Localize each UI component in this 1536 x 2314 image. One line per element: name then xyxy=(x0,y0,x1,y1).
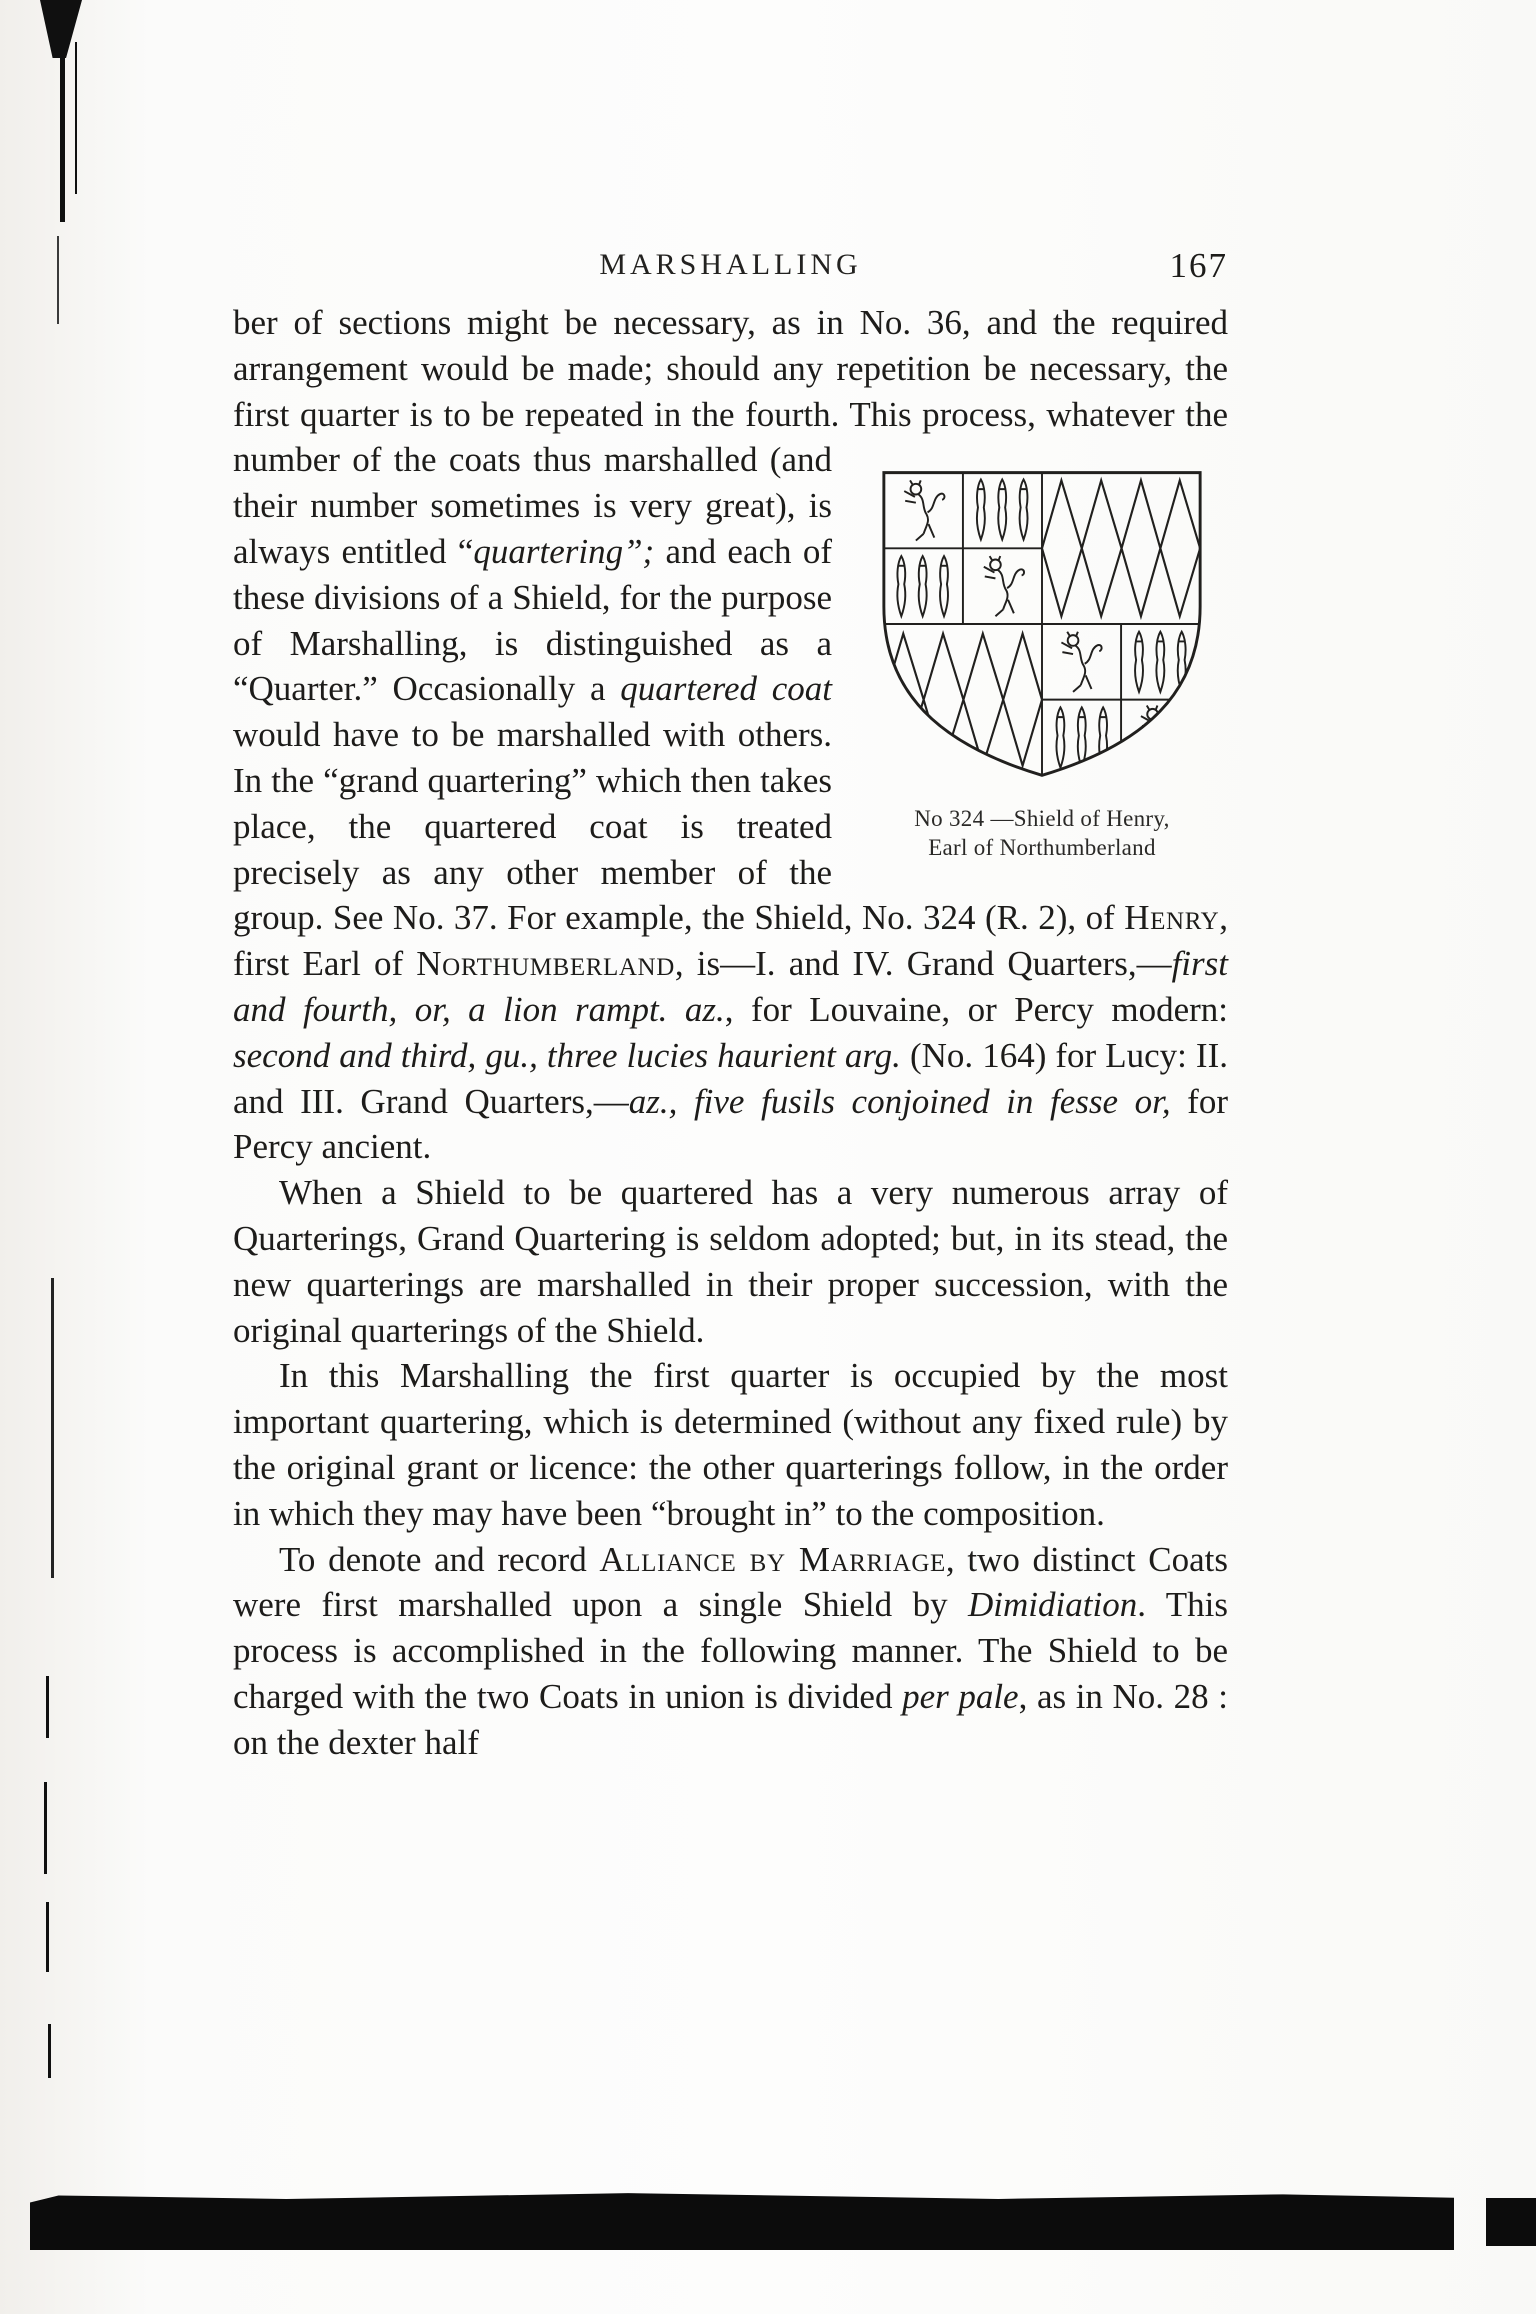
scan-edge-bar xyxy=(30,2192,1454,2250)
shield-figure xyxy=(856,461,1228,862)
scan-artifact-line xyxy=(57,236,59,324)
scan-artifact-dash xyxy=(46,1902,49,1972)
scan-artifact-line xyxy=(60,0,65,222)
scan-artifact-line xyxy=(75,42,77,194)
shield-illustration xyxy=(872,461,1212,786)
text-block xyxy=(233,300,1228,1766)
fusils-icon xyxy=(884,634,1042,766)
paragraph: ber of sections might be necessary, as in No. 36, and the required arrangement would be made; should any repetition be necessary, the first quarter is to be repeated in the fourth. This process, whatever the number of the coats No 324 —Shield of Henry, Earl of Northumberland thus marshalled (and their number sometimes is very great), is always entitled “quartering”; and each of these divisions of a Shield, for the purpose of Marshalling, is distinguished as a “Quarter.” Occasionally a quartered coat would have to be marshalled with others. In the “grand quartering” which then takes place, the quartered coat is treated precisely as any other member of the group. See No. 37. For example, the Shield, No. 324 (R. 2), of Henry, first Earl of Northumberland, is—I. and IV. Grand Quarters,—first and fourth, or, a lion rampt. az., for Louvaine, or Percy modern: second and third, gu., three lucies haurient arg. (No. 164) for Lucy: II. and III. Grand Quarters,—az., five fusils conjoined in fesse or, for Percy ancient. xyxy=(233,303,1229,1167)
running-head xyxy=(233,246,1228,285)
scan-artifact-line xyxy=(51,1278,54,1578)
fusils-icon xyxy=(1042,481,1200,617)
paragraph: When a Shield to be quartered has a very numerous array of Quarterings, Grand Quartering is seldom adopted; but, in its stead, the new quarterings are marshalled in their proper succession, with the original quarterings of the Shield. xyxy=(233,1173,1228,1350)
scan-artifact-dash xyxy=(46,1676,49,1738)
scan-edge-square xyxy=(1486,2198,1536,2246)
paragraph: To denote and record Alliance by Marriage, two distinct Coats were first marshalled upon a single Shield by Dimidiation. This process is accomplished in the following manner. The Shield to be charged with the two Coats in union is divided per pale, as in No. 28 : on the dexter half xyxy=(233,1539,1228,1762)
figure-caption xyxy=(856,804,1228,862)
scan-artifact-dash xyxy=(48,2024,51,2078)
page-number: 167 xyxy=(1169,246,1228,285)
page-title: MARSHALLING xyxy=(599,248,862,281)
paragraph: In this Marshalling the first quarter is occupied by the most important quartering, which is determined (without any fixed rule) by the original grant or licence: the other quarterings follow, in the order in which they may have been “brought in” to the composition. xyxy=(233,1356,1228,1533)
figure-caption-line2: Earl of Northumberland xyxy=(928,835,1156,861)
scan-artifact-dash xyxy=(44,1782,47,1874)
figure-caption-line1: No 324 —Shield of Henry, xyxy=(914,806,1170,832)
